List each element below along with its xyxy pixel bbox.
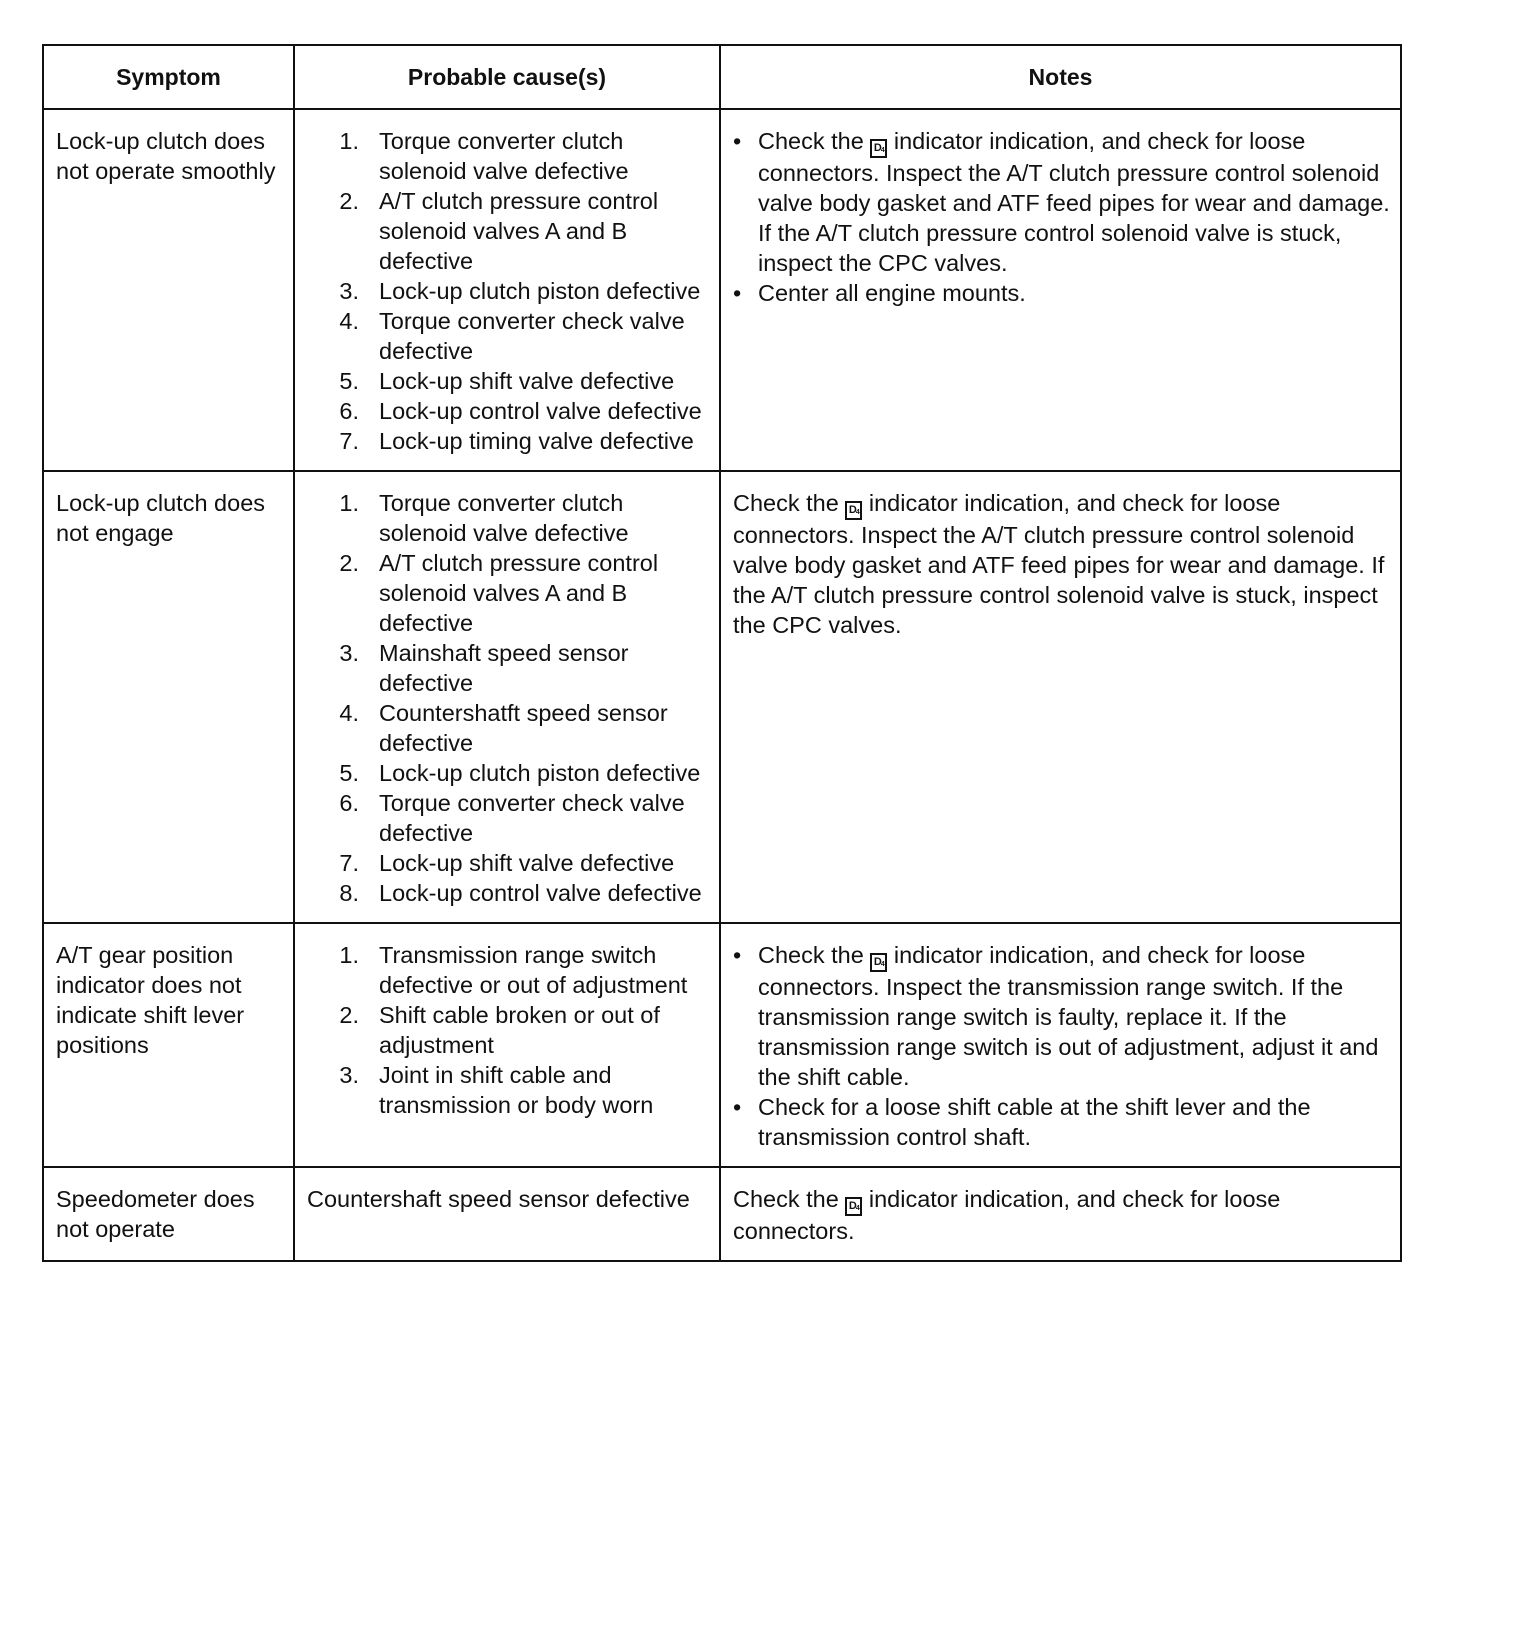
d4-indicator-icon: D4 xyxy=(870,139,887,158)
notes-list xyxy=(733,126,1392,308)
causes-cell xyxy=(294,109,720,471)
header-symptom: Symptom xyxy=(43,45,294,109)
notes-cell xyxy=(720,109,1401,471)
cause-item: 1. Torque converter clutch solenoid valve defective xyxy=(339,128,629,184)
cause-item: 3. Lock-up clutch piston defective xyxy=(339,278,701,304)
header-row xyxy=(43,45,1401,109)
d4-indicator-icon: D4 xyxy=(870,953,887,972)
cause-item: 5. Lock-up clutch piston defective xyxy=(339,760,701,786)
note-item: • Check for a loose shift cable at the shift lever and the transmission control shaft. xyxy=(733,1094,1311,1150)
notes-cell: Check the D4 indicator indication, and check for loose connectors. xyxy=(720,1167,1401,1261)
symptom-cell: A/T gear position indicator does not indicate shift lever positions xyxy=(43,923,294,1167)
notes-cell: Check the D4 indicator indication, and check for loose connectors. Inspect the A/T clutch pressure control solenoid valve body gasket and ATF feed pipes for wear and damage. If the A/T clutch pressure control solenoid valve is stuck, inspect the CPC valves. xyxy=(720,471,1401,923)
causes-list xyxy=(295,126,711,456)
table-row xyxy=(43,923,1401,1167)
causes-cell xyxy=(294,923,720,1167)
cause-item: 3. Joint in shift cable and transmission or body worn xyxy=(339,1062,654,1118)
symptom-cell: Lock-up clutch does not engage xyxy=(43,471,294,923)
causes-list xyxy=(295,488,711,908)
table-row xyxy=(43,109,1401,471)
notes-list xyxy=(733,940,1392,1152)
bullet-icon: • xyxy=(733,128,742,154)
cause-item: 2. A/T clutch pressure control solenoid valves A and B defective xyxy=(339,188,659,274)
cause-item: 7. Lock-up timing valve defective xyxy=(339,428,694,454)
bullet-icon: • xyxy=(733,280,742,306)
cause-item: 1. Torque converter clutch solenoid valve defective xyxy=(339,490,629,546)
note-item: • Check the D4 indicator indication, and check for loose connectors. Inspect the A/T clutch pressure control solenoid valve body gasket and ATF feed pipes for wear and damage. If the A/T clutch pressure control solenoid valve is stuck, inspect the CPC valves. xyxy=(733,128,1390,276)
header-probable-causes: Probable cause(s) xyxy=(294,45,720,109)
cause-item: 4. Countershatft speed sensor defective xyxy=(339,700,668,756)
cause-item: 8. Lock-up control valve defective xyxy=(339,880,702,906)
causes-list xyxy=(295,940,711,1120)
cause-item: 2. A/T clutch pressure control solenoid valves A and B defective xyxy=(339,550,659,636)
cause-item: 6. Torque converter check valve defective xyxy=(339,790,685,846)
cause-item: 6. Lock-up control valve defective xyxy=(339,398,702,424)
causes-cell: Countershaft speed sensor defective xyxy=(294,1167,720,1261)
cause-item: 5. Lock-up shift valve defective xyxy=(339,368,675,394)
cause-item: 1. Transmission range switch defective or out of adjustment xyxy=(339,942,688,998)
table-row xyxy=(43,471,1401,923)
notes-cell xyxy=(720,923,1401,1167)
symptom-cell: Speedometer does not operate xyxy=(43,1167,294,1261)
bullet-icon: • xyxy=(733,942,742,968)
header-notes: Notes xyxy=(720,45,1401,109)
cause-item: 4. Torque converter check valve defective xyxy=(339,308,685,364)
cause-item: 3. Mainshaft speed sensor defective xyxy=(339,640,629,696)
d4-indicator-icon: D4 xyxy=(845,501,862,520)
cause-item: 7. Lock-up shift valve defective xyxy=(339,850,675,876)
bullet-icon: • xyxy=(733,1094,742,1120)
cause-item: 2. Shift cable broken or out of adjustment xyxy=(339,1002,660,1058)
d4-indicator-icon: D4 xyxy=(845,1197,862,1216)
note-item: • Check the D4 indicator indication, and check for loose connectors. Inspect the transmission range switch. If the transmission range switch is faulty, replace it. If the transmission range switch is out of adjustment, adjust it and the shift cable. xyxy=(733,942,1379,1090)
note-item: • Center all engine mounts. xyxy=(733,280,1026,306)
symptom-cell: Lock-up clutch does not operate smoothly xyxy=(43,109,294,471)
causes-cell xyxy=(294,471,720,923)
table-row xyxy=(43,1167,1401,1261)
troubleshooting-table xyxy=(42,44,1402,1262)
